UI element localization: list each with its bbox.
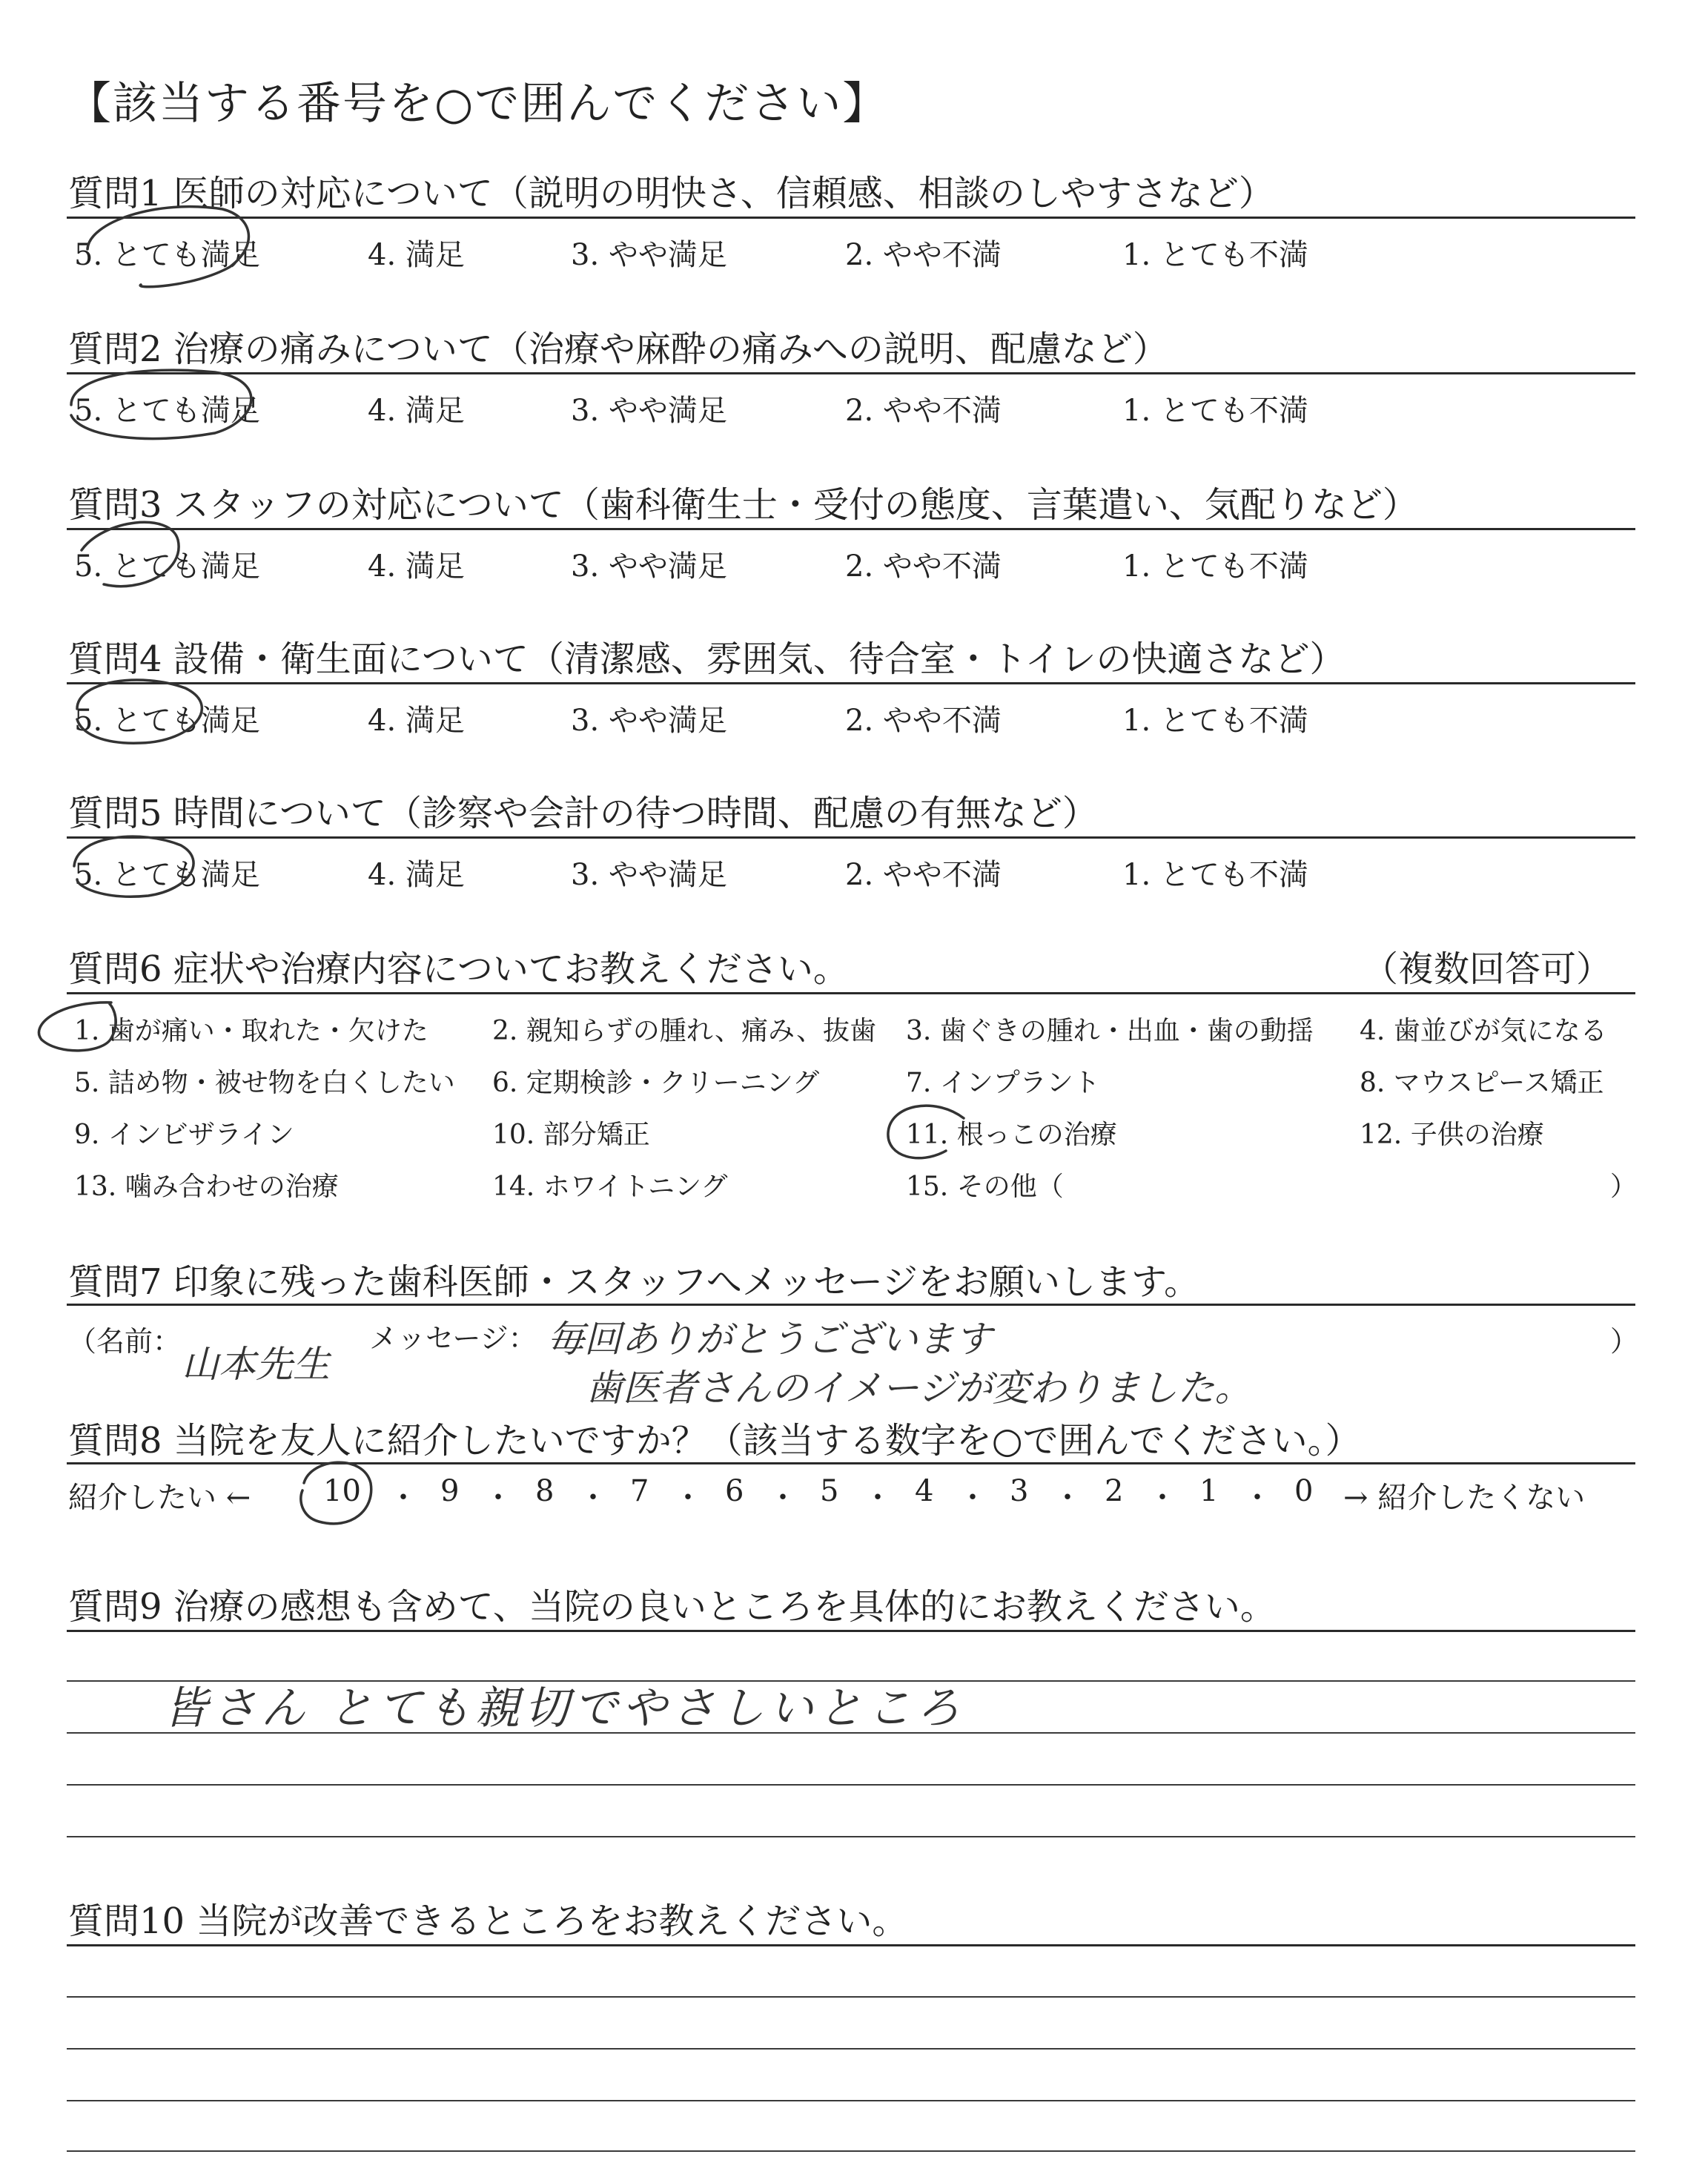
good-points-handwritten: 皆さん とても親切でやさしいところ [163, 1682, 965, 1734]
question-3-title: 質問3 スタッフの対応について（歯科衛生士・受付の態度、言葉遣い、気配りなど） [68, 484, 1418, 526]
option-very-dissatisfied[interactable]: 1. とても不満 [1122, 704, 1308, 738]
scale-dot: ・ [768, 1481, 798, 1515]
option-somewhat-dissatisfied[interactable]: 2. やや不満 [845, 394, 1002, 428]
option-very-satisfied[interactable]: 5. とても満足 [74, 704, 260, 738]
scale-dot: ・ [483, 1481, 513, 1515]
question-9-title: 質問9 治療の感想も含めて、当院の良いところを具体的にお教えください。 [68, 1586, 1276, 1628]
scale-dot: ・ [1148, 1481, 1177, 1515]
option-very-satisfied[interactable]: 5. とても満足 [74, 549, 260, 584]
symptom-option[interactable]: 4. 歯並びが気になる [1360, 1016, 1607, 1046]
multiple-answer-note: （複数回答可） [1363, 948, 1612, 990]
symptom-option[interactable]: 6. 定期検診・クリーニング [492, 1068, 820, 1098]
recommend-left-label: 紹介したい ← [68, 1481, 251, 1515]
scale-option-8[interactable]: 8 [535, 1474, 555, 1508]
option-very-dissatisfied[interactable]: 1. とても不満 [1122, 238, 1308, 272]
scale-dot: ・ [388, 1481, 418, 1515]
option-very-dissatisfied[interactable]: 1. とても不満 [1122, 549, 1308, 584]
other-close-paren: ） [1610, 1172, 1638, 1202]
question-1-title: 質問1 医師の対応について（説明の明快さ、信頼感、相談のしやすさなど） [68, 173, 1274, 214]
option-somewhat-satisfied[interactable]: 3. やや満足 [571, 858, 727, 892]
option-very-satisfied[interactable]: 5. とても満足 [74, 394, 260, 428]
option-satisfied[interactable]: 4. 満足 [368, 238, 465, 272]
option-somewhat-satisfied[interactable]: 3. やや満足 [571, 549, 727, 584]
question-2-title: 質問2 治療の痛みについて（治療や麻酔の痛みへの説明、配慮など） [68, 328, 1168, 370]
option-satisfied[interactable]: 4. 満足 [368, 858, 465, 892]
message-handwritten-line-1: 毎回ありがとうございます [547, 1318, 992, 1361]
scale-option-6[interactable]: 6 [725, 1474, 744, 1508]
symptom-option[interactable]: 7. インプラント [906, 1068, 1100, 1098]
symptom-option[interactable]: 15. その他（ [906, 1172, 1064, 1202]
scale-dot: ・ [958, 1481, 987, 1515]
option-somewhat-dissatisfied[interactable]: 2. やや不満 [845, 238, 1002, 272]
option-very-satisfied[interactable]: 5. とても満足 [74, 238, 260, 272]
symptom-option[interactable]: 12. 子供の治療 [1360, 1120, 1544, 1150]
symptom-option[interactable]: 9. インビザライン [74, 1120, 294, 1150]
option-somewhat-dissatisfied[interactable]: 2. やや不満 [845, 704, 1002, 738]
scale-dot: ・ [578, 1481, 608, 1515]
scale-option-2[interactable]: 2 [1105, 1474, 1124, 1508]
symptom-option[interactable]: 2. 親知らずの腫れ、痛み、抜歯 [492, 1016, 877, 1046]
question-8-title: 質問8 当院を友人に紹介したいですか？（該当する数字を○で囲んでください。） [68, 1420, 1361, 1462]
scale-option-9[interactable]: 9 [440, 1474, 460, 1508]
option-very-dissatisfied[interactable]: 1. とても不満 [1122, 394, 1308, 428]
scale-option-5[interactable]: 5 [820, 1474, 839, 1508]
message-label: メッセージ： [369, 1322, 537, 1355]
symptom-option[interactable]: 11. 根っこの治療 [906, 1120, 1117, 1150]
selection-circle [74, 836, 193, 896]
scale-option-4[interactable]: 4 [915, 1474, 934, 1508]
option-somewhat-satisfied[interactable]: 3. やや満足 [571, 394, 727, 428]
name-handwritten: 山本先生 [182, 1343, 330, 1386]
scale-option-10[interactable]: 10 [323, 1474, 361, 1508]
recommend-right-label: → 紹介したくない [1343, 1481, 1586, 1515]
option-satisfied[interactable]: 4. 満足 [368, 549, 465, 584]
option-somewhat-dissatisfied[interactable]: 2. やや不満 [845, 858, 1002, 892]
scale-option-3[interactable]: 3 [1010, 1474, 1029, 1508]
message-close-paren: ） [1610, 1325, 1639, 1358]
question-6-title: 質問6 症状や治療内容についてお教えください。 [68, 948, 849, 990]
selection-circle [77, 680, 202, 743]
question-5-title: 質問5 時間について（診察や会計の待つ時間、配慮の有無など） [68, 793, 1098, 834]
scale-option-7[interactable]: 7 [630, 1474, 649, 1508]
option-somewhat-dissatisfied[interactable]: 2. やや不満 [845, 549, 1002, 584]
selection-circle [888, 1106, 964, 1158]
option-very-satisfied[interactable]: 5. とても満足 [74, 858, 260, 892]
scale-option-1[interactable]: 1 [1199, 1474, 1219, 1508]
selection-circle [301, 1462, 371, 1524]
symptom-option[interactable]: 5. 詰め物・被せ物を白くしたい [74, 1068, 455, 1098]
option-very-dissatisfied[interactable]: 1. とても不満 [1122, 858, 1308, 892]
question-7-title: 質問7 印象に残った歯科医師・スタッフへメッセージをお願いします。 [68, 1261, 1200, 1303]
message-handwritten-line-2: 歯医者さんのイメージが変わりました。 [586, 1367, 1252, 1410]
symptom-option[interactable]: 3. 歯ぐきの腫れ・出血・歯の動揺 [906, 1016, 1314, 1046]
question-4-title: 質問4 設備・衛生面について（清潔感、雰囲気、待合室・トイレの快適さなど） [68, 638, 1345, 680]
selection-circle [39, 1003, 116, 1051]
option-somewhat-satisfied[interactable]: 3. やや満足 [571, 704, 727, 738]
symptom-option[interactable]: 13. 噛み合わせの治療 [74, 1172, 339, 1202]
scale-dot: ・ [1242, 1481, 1272, 1515]
symptom-option[interactable]: 14. ホワイトニング [492, 1172, 728, 1202]
option-satisfied[interactable]: 4. 満足 [368, 394, 465, 428]
option-somewhat-satisfied[interactable]: 3. やや満足 [571, 238, 727, 272]
scale-dot: ・ [863, 1481, 893, 1515]
scale-dot: ・ [673, 1481, 703, 1515]
selection-circle [82, 522, 179, 586]
name-label: （名前： [68, 1325, 182, 1358]
symptom-option[interactable]: 8. マウスピース矯正 [1360, 1068, 1604, 1098]
question-10-title: 質問10 当院が改善できるところをお教えください。 [68, 1900, 908, 1942]
selection-circle [87, 207, 248, 287]
symptom-option[interactable]: 1. 歯が痛い・取れた・欠けた [74, 1016, 428, 1046]
selection-circle [71, 370, 251, 438]
page-title: 【該当する番号を○で囲んでください】 [67, 78, 889, 130]
symptom-option[interactable]: 10. 部分矯正 [492, 1120, 650, 1150]
scale-dot: ・ [1053, 1481, 1082, 1515]
option-satisfied[interactable]: 4. 満足 [368, 704, 465, 738]
scale-option-0[interactable]: 0 [1294, 1474, 1314, 1508]
